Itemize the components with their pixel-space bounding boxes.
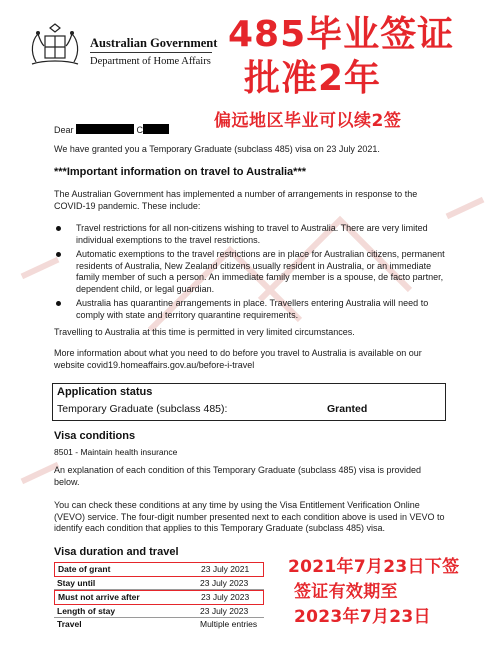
duration-table (54, 562, 264, 631)
conditions-explanation: An explanation of each condition of this Temporary Graduate (subclass 485) visa is provided below. (54, 465, 422, 487)
cn-title-approved: 批准2年 (244, 58, 382, 99)
grant-statement: We have granted you a Temporary Graduate (subclass 485) visa on 23 July 2021. (54, 144, 380, 154)
government-title: Australian Government (90, 36, 218, 50)
table-row: Must not arrive after 23 July 2023 (54, 590, 264, 605)
table-row: Length of stay 23 July 2023 (54, 605, 264, 619)
cn-valid-until-date: 2023年7月23日 (294, 607, 431, 627)
bullet-icon (56, 226, 61, 231)
salutation-mid: C (136, 125, 144, 135)
covid-intro: The Australian Government has implemented a number of arrangements in response to the COVID-19 pandemic. These include: (54, 189, 418, 211)
vevo-info: You can check these conditions at any time by using the Visa Entitlement Verification Online (VEVO) service. The four-digit number presented next to each condition above is used in VEVO to identify each condition that applies to this Temporary Graduate (subclass 485) visa. (54, 500, 445, 533)
salutation (54, 124, 169, 137)
list-item: Automatic exemptions to the travel restrictions are in place for Australian citizens, permanent residents of Australia, New Zealand citizens usually resident in Australia, or an immediate family member of such a person. An immediate family member is a spouse, de facto partner, dependent child, or legal guardian. (54, 249, 454, 295)
list-item: Travel restrictions for all non-citizens wishing to travel to Australia. There are very limited individual exemptions to the travel restrictions. (54, 223, 454, 246)
table-row: Stay until 23 July 2023 (54, 577, 264, 591)
list-item: Australia has quarantine arrangements in place. Travellers entering Australia will need to comply with state and territory quarantine requirements. (54, 298, 454, 321)
travel-info-heading: ***Important information on travel to Australia*** (54, 166, 307, 178)
salutation-prefix: Dear (54, 125, 74, 135)
visa-type-label: Temporary Graduate (subclass 485): (57, 403, 228, 415)
department-name: Department of Home Affairs (90, 56, 211, 67)
arrangements-list (54, 223, 454, 324)
visa-conditions-title: Visa conditions (54, 430, 136, 442)
cn-grant-date: 2021年7月23日下签 (288, 557, 460, 577)
condition-8501: 8501 - Maintain health insurance (54, 447, 178, 457)
duration-title: Visa duration and travel (54, 546, 179, 558)
travel-limited-text: Travelling to Australia at this time is permitted in very limited circumstances. (54, 327, 355, 337)
redacted-surname (143, 124, 169, 134)
status-value: Granted (327, 403, 368, 415)
header-divider (90, 52, 212, 53)
table-row: Date of grant 23 July 2021 (54, 562, 264, 577)
cn-title-visa: 485毕业签证 (228, 14, 455, 55)
application-status-box (52, 383, 446, 421)
bullet-icon (56, 252, 61, 257)
redacted-name (76, 124, 134, 134)
cn-note-regional: 偏远地区毕业可以续2签 (214, 111, 402, 131)
coat-of-arms-icon (26, 22, 84, 70)
application-status-title: Application status (57, 386, 153, 398)
cn-valid-until-label: 签证有效期至 (294, 582, 398, 602)
table-row: Travel Multiple entries (57, 619, 258, 629)
more-info-text: More information about what you need to do before you travel to Australia is available on our website covid19.homeaffairs.gov.au/before-i-travel (54, 348, 422, 370)
bullet-icon (56, 301, 61, 306)
